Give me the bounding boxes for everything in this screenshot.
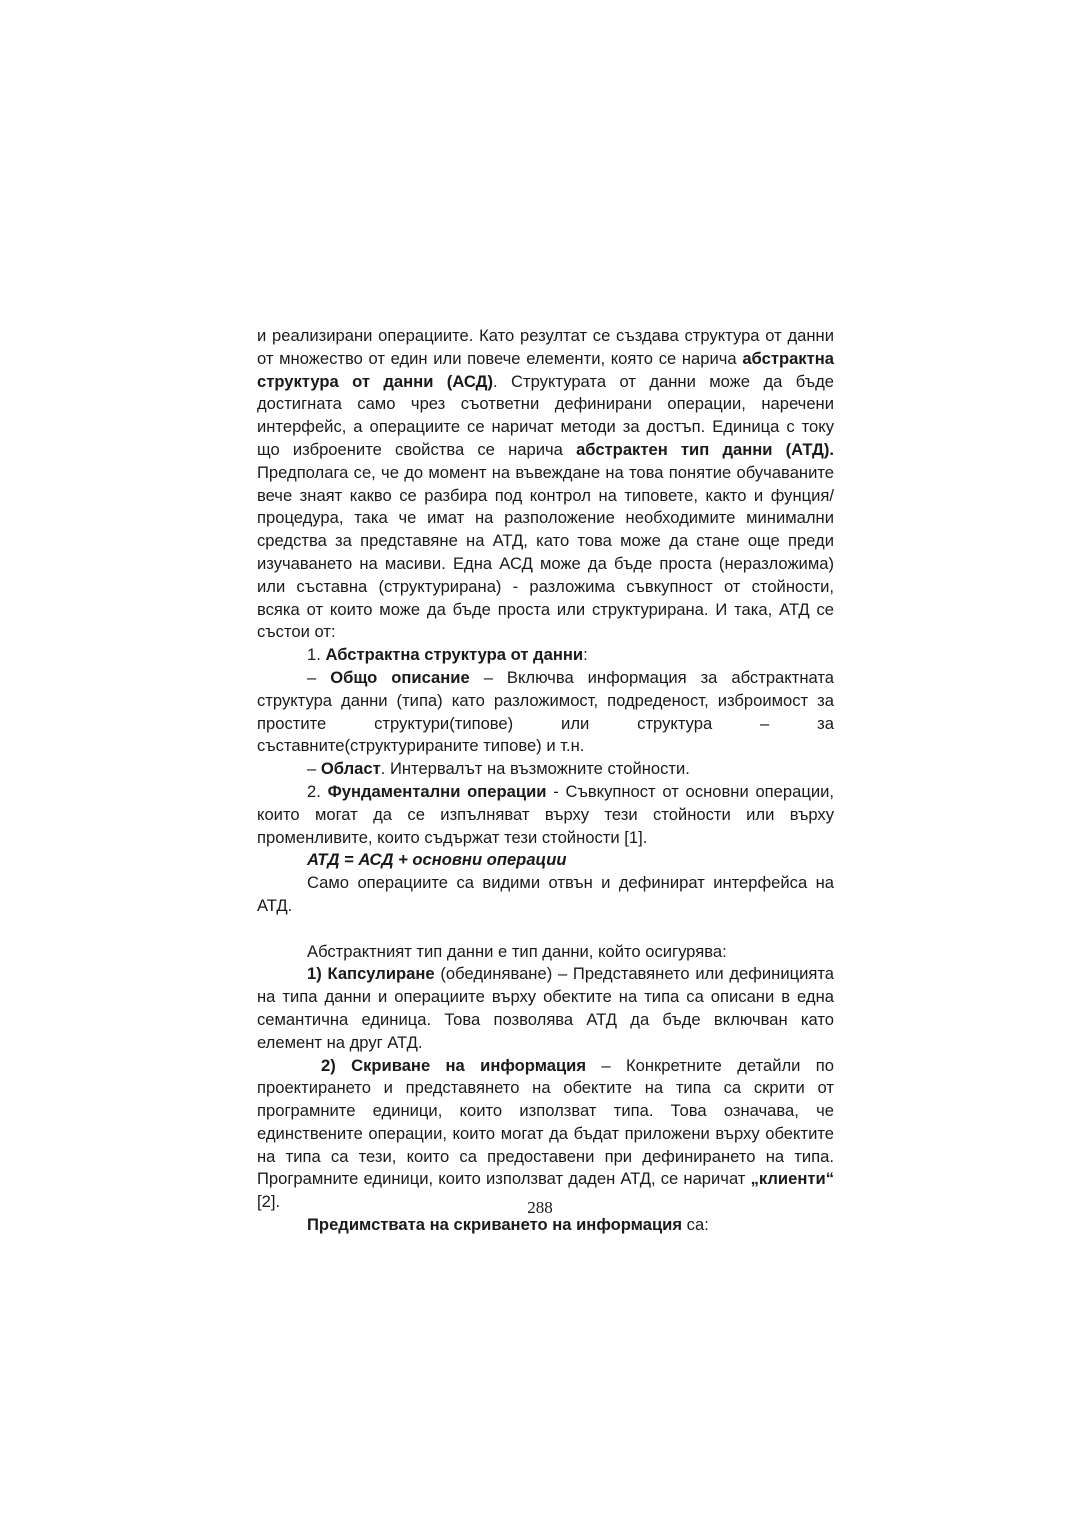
text-run: 1. — [307, 645, 326, 665]
formula: АТД = АСД + основни операции — [307, 850, 567, 870]
text-run: - Съвкупност от основни операции, които могат да се изпълняват върху тези стойности или върху променливите, които съдържат тези стойности [1]. — [257, 781, 835, 847]
list-item-heading: Фундаментални операции — [327, 781, 547, 801]
list-item-heading: Абстрактна структура от данни — [325, 645, 584, 665]
paragraph-abstract-structure — [257, 325, 834, 644]
encapsulation-paragraph — [257, 963, 834, 1054]
term-atd: абстрактен тип данни (АТД). — [576, 439, 835, 459]
sub-item-domain — [257, 758, 834, 781]
text-run: – Включва информация за абстрактната структура данни (типа) като разложимост, подреденост, изброимост за простите структури(типове) или структура – за съставните(структурираните типове) и т.н. — [257, 667, 834, 756]
text-run: Предполага се, че до момент на въвеждане на това понятие обучаваните вече знаят какво се разбира под контрол на типовете, както и фунция/процедура, така че имат на разположение необходимите минимални средства за представяне на АТД, като това може да стане още преди изучаването на масиви. Една АСД може да бъде проста (неразложима) или съставна (структурирана) - разложима съвкупност от стойности, всяка от които може да бъде проста или структурирана. И така, АТД се състои от: — [257, 462, 834, 642]
text-run: . Структурата от данни може да бъде достигната само чрез съответни дефинирани операции, наречени интерфейс, а операциите се наричат методи за достъп. Единица с току що изброените свойства се нарича — [257, 371, 835, 459]
body-text — [257, 325, 834, 1237]
text-run: : — [583, 645, 588, 665]
adt-provides-intro — [257, 941, 834, 964]
text-run: Абстрактният тип данни е тип данни, който осигурява: — [307, 941, 727, 961]
information-hiding-heading: 2) Скриване на информация — [321, 1055, 587, 1075]
encapsulation-heading: 1) Капсулиране — [307, 964, 435, 984]
text-run: – Конкретните детайли по проектирането и представянето на обектите на типа са скрити от програмните единици, които използват типа. Това означава, че единствените операции, които могат да бъдат приложени върху обектите на типа са тези, които са предоставени при дефинирането на типа. Програмните единици, които използват даден АТД, се наричат — [257, 1055, 834, 1189]
text-run: (обединяване) – Представянето или дефиницията на типа данни и операциите върху обектите на типа са описани в една семантична единица. Това позволява АТД да бъде включван като елемент на друг АТД. — [257, 964, 834, 1052]
advantages-heading: Предимствата на скриването на информация — [307, 1215, 683, 1235]
information-hiding-paragraph — [257, 1055, 834, 1215]
text-run: – — [307, 759, 321, 779]
sub-item-general-description — [257, 667, 834, 758]
text-run: . Интервалът на възможните стойности. — [380, 759, 690, 779]
paragraph-gap — [257, 918, 834, 941]
formula-line — [257, 849, 834, 872]
interface-note — [257, 872, 834, 918]
term-clients: „клиенти“ — [750, 1169, 834, 1189]
sub-item-heading: Общо описание — [330, 667, 470, 687]
text-run: 2. — [307, 781, 328, 801]
text-run: [2]. — [257, 1192, 281, 1212]
list-item-1 — [257, 644, 834, 667]
text-run: Само операциите са видими отвън и дефинират интерфейса на АТД. — [257, 873, 834, 915]
text-run: и реализирани операциите. Като резултат се създава структура от данни от множество от един или повече елементи, която се нарича — [257, 326, 834, 368]
sub-item-heading: Област — [320, 759, 381, 779]
text-run: – — [307, 667, 331, 687]
term-asd: абстрактна структура от данни (АСД) — [257, 348, 834, 391]
page-number: 288 — [527, 1198, 553, 1217]
text-run: са: — [682, 1215, 709, 1235]
list-item-2 — [257, 781, 834, 849]
